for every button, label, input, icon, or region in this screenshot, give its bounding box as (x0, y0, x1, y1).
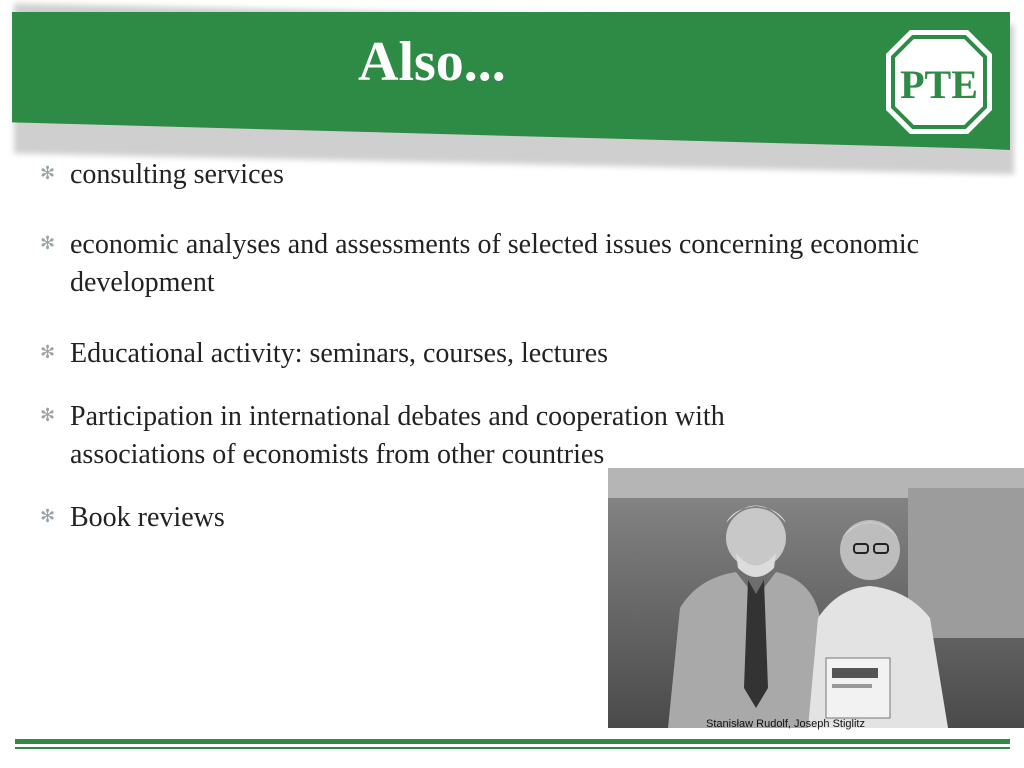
photo (608, 468, 1024, 728)
slide-title: Also... (358, 31, 506, 93)
bullet-icon: ✻ (40, 342, 56, 363)
bullet-text: Participation in international debates and cooperation with associations of economists from other countries (70, 401, 725, 470)
list-item (40, 226, 940, 302)
logo-text: PTE (900, 62, 978, 107)
list-item (40, 156, 940, 194)
bullet-text: Educational activity: seminars, courses, lectures (70, 338, 609, 369)
photo-caption: Stanisław Rudolf, Joseph Stiglitz (706, 718, 865, 730)
list-item (40, 398, 850, 474)
bullet-icon: ✻ (40, 506, 56, 527)
footer-rule (15, 739, 1010, 744)
photo-illustration (608, 468, 1024, 728)
list-item (40, 335, 940, 373)
footer-rule-thin (15, 747, 1010, 749)
bullet-icon: ✻ (40, 405, 56, 426)
bullet-icon: ✻ (40, 163, 56, 184)
bullet-text: Book reviews (70, 502, 225, 533)
bullet-text: economic analyses and assessments of selected issues concerning economic development (70, 229, 920, 298)
bullet-text: consulting services (70, 159, 284, 190)
bullet-icon: ✻ (40, 233, 56, 254)
